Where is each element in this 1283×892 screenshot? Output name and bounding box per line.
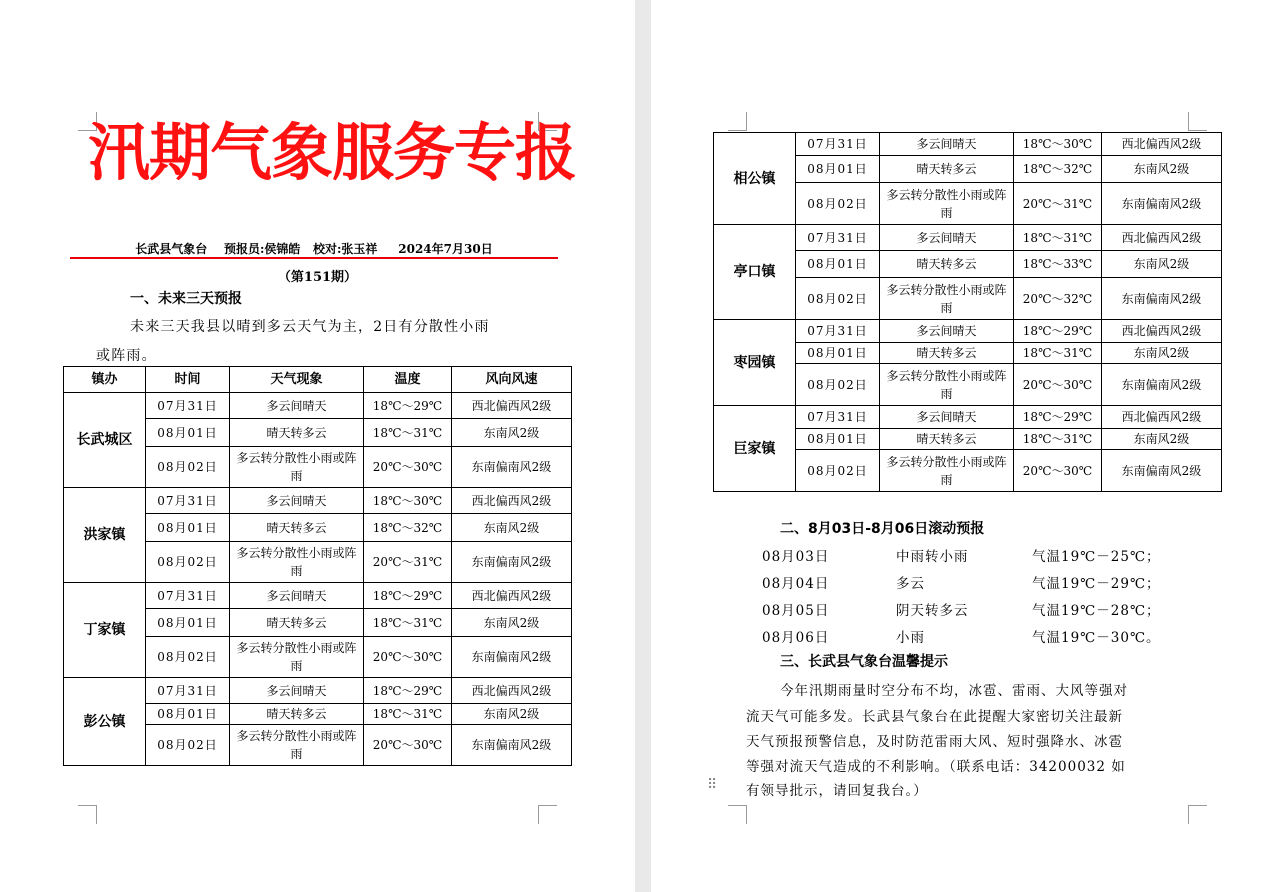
date-cell: 08月01日 bbox=[796, 251, 880, 278]
town-name: 枣园镇 bbox=[714, 320, 796, 406]
town-name: 相公镇 bbox=[714, 133, 796, 225]
temp-cell: 18℃～31℃ bbox=[364, 704, 452, 725]
wind-cell: 东南偏南风2级 bbox=[452, 447, 572, 488]
weather-cell: 晴天转多云 bbox=[230, 609, 364, 637]
date-cell: 08月02日 bbox=[796, 278, 880, 320]
forecast-table-right bbox=[713, 132, 1222, 492]
corner-mark bbox=[78, 805, 97, 824]
rolling-weather: 中雨转小雨 bbox=[896, 549, 969, 565]
temp-cell: 20℃～30℃ bbox=[1014, 450, 1102, 492]
date-cell: 08月02日 bbox=[146, 447, 230, 488]
date-cell: 08月01日 bbox=[146, 419, 230, 447]
wind-cell: 东南风2级 bbox=[1102, 251, 1222, 278]
temp-cell: 18℃～32℃ bbox=[364, 514, 452, 542]
corner-mark bbox=[1188, 805, 1207, 824]
rolling-date: 08月06日 bbox=[762, 630, 830, 646]
header-cell: 天气现象 bbox=[230, 367, 364, 393]
rolling-temp: 气温19℃－25℃； bbox=[1032, 549, 1161, 565]
tip-paragraph-line: 天气预报预警信息，及时防范雷雨大风、短时强降水、冰雹 bbox=[746, 734, 1123, 750]
tip-paragraph-line: 流天气可能多发。长武县气象台在此提醒大家密切关注最新 bbox=[746, 709, 1123, 725]
weather-cell: 多云间晴天 bbox=[230, 488, 364, 514]
forecast-table-left bbox=[63, 366, 572, 766]
temp-cell: 18℃～31℃ bbox=[1014, 429, 1102, 450]
weather-cell: 多云间晴天 bbox=[230, 393, 364, 419]
date-cell: 08月01日 bbox=[796, 429, 880, 450]
weather-cell: 多云转分散性小雨或阵雨 bbox=[230, 447, 364, 488]
weather-cell: 晴天转多云 bbox=[230, 419, 364, 447]
temp-cell: 18℃～31℃ bbox=[1014, 225, 1102, 251]
date-cell: 08月01日 bbox=[146, 704, 230, 725]
table-row bbox=[64, 583, 572, 609]
corner-mark bbox=[728, 112, 747, 131]
date-cell: 07月31日 bbox=[796, 406, 880, 429]
section2-heading: 二、8月03日-8月06日滚动预报 bbox=[780, 521, 985, 537]
temp-cell: 20℃～30℃ bbox=[364, 725, 452, 766]
date-cell: 07月31日 bbox=[146, 583, 230, 609]
corner-mark bbox=[538, 805, 557, 824]
temp-cell: 18℃～29℃ bbox=[364, 678, 452, 704]
header-cell: 风向风速 bbox=[452, 367, 572, 393]
wind-cell: 东南偏南风2级 bbox=[452, 542, 572, 583]
rolling-temp: 气温19℃－28℃； bbox=[1032, 603, 1161, 619]
wind-cell: 东南风2级 bbox=[452, 609, 572, 637]
issue-number: （第151期） bbox=[277, 270, 358, 285]
wind-cell: 西北偏西风2级 bbox=[1102, 133, 1222, 156]
weather-cell: 晴天转多云 bbox=[230, 514, 364, 542]
date-cell: 08月01日 bbox=[796, 156, 880, 183]
rolling-temp: 气温19℃－29℃； bbox=[1032, 576, 1161, 592]
wind-cell: 西北偏西风2级 bbox=[452, 488, 572, 514]
date-cell: 07月31日 bbox=[796, 225, 880, 251]
temp-cell: 18℃～33℃ bbox=[1014, 251, 1102, 278]
table-row bbox=[64, 678, 572, 704]
date-cell: 07月31日 bbox=[146, 393, 230, 419]
tip-paragraph-line: 今年汛期雨量时空分布不均，冰雹、雷雨、大风等强对 bbox=[780, 683, 1128, 699]
date-cell: 08月01日 bbox=[146, 609, 230, 637]
wind-cell: 西北偏西风2级 bbox=[1102, 320, 1222, 343]
town-name: 长武城区 bbox=[64, 393, 146, 488]
table-row bbox=[714, 406, 1222, 429]
wind-cell: 西北偏西风2级 bbox=[1102, 406, 1222, 429]
weather-cell: 多云间晴天 bbox=[230, 583, 364, 609]
report-title: 汛期气象服务专报 bbox=[88, 116, 577, 189]
table-row bbox=[714, 225, 1222, 251]
wind-cell: 东南风2级 bbox=[452, 419, 572, 447]
wind-cell: 东南风2级 bbox=[1102, 429, 1222, 450]
date-cell: 08月02日 bbox=[796, 183, 880, 225]
corner-mark bbox=[728, 805, 747, 824]
wind-cell: 西北偏西风2级 bbox=[452, 583, 572, 609]
report-byline: 长武县气象台 预报员:侯锦皓 校对:张玉祥 2024年7月30日 bbox=[70, 240, 558, 259]
wind-cell: 东南偏南风2级 bbox=[452, 637, 572, 678]
temp-cell: 18℃～31℃ bbox=[364, 419, 452, 447]
weather-cell: 晴天转多云 bbox=[880, 251, 1014, 278]
header-cell: 温度 bbox=[364, 367, 452, 393]
temp-cell: 18℃～29℃ bbox=[1014, 320, 1102, 343]
weather-cell: 多云间晴天 bbox=[230, 678, 364, 704]
drag-handle-icon[interactable]: ⠿ bbox=[707, 777, 718, 793]
wind-cell: 东南风2级 bbox=[1102, 343, 1222, 364]
date-cell: 08月02日 bbox=[796, 364, 880, 406]
date-cell: 07月31日 bbox=[146, 678, 230, 704]
weather-cell: 晴天转多云 bbox=[880, 156, 1014, 183]
weather-cell: 多云转分散性小雨或阵雨 bbox=[880, 364, 1014, 406]
temp-cell: 20℃～31℃ bbox=[1014, 183, 1102, 225]
temp-cell: 20℃～32℃ bbox=[1014, 278, 1102, 320]
section3-heading: 三、长武县气象台温馨提示 bbox=[780, 654, 948, 670]
weather-cell: 多云转分散性小雨或阵雨 bbox=[230, 542, 364, 583]
town-name: 丁家镇 bbox=[64, 583, 146, 678]
wind-cell: 西北偏西风2级 bbox=[452, 393, 572, 419]
wind-cell: 东南偏南风2级 bbox=[1102, 278, 1222, 320]
weather-cell: 多云转分散性小雨或阵雨 bbox=[880, 183, 1014, 225]
tip-paragraph-line: 等强对流天气造成的不利影响。（联系电话：34200032 如 bbox=[746, 759, 1126, 775]
wind-cell: 东南偏南风2级 bbox=[1102, 450, 1222, 492]
date-cell: 08月02日 bbox=[146, 542, 230, 583]
date-cell: 07月31日 bbox=[796, 133, 880, 156]
date-cell: 07月31日 bbox=[146, 488, 230, 514]
header-cell: 时间 bbox=[146, 367, 230, 393]
town-name: 洪家镇 bbox=[64, 488, 146, 583]
corner-mark bbox=[1188, 112, 1207, 131]
temp-cell: 18℃～31℃ bbox=[1014, 343, 1102, 364]
table-header-row bbox=[64, 367, 572, 393]
rolling-weather: 多云 bbox=[896, 576, 925, 592]
date-cell: 08月02日 bbox=[146, 725, 230, 766]
wind-cell: 东南偏南风2级 bbox=[1102, 364, 1222, 406]
rolling-weather: 小雨 bbox=[896, 630, 925, 646]
town-name: 亭口镇 bbox=[714, 225, 796, 320]
wind-cell: 东南风2级 bbox=[452, 704, 572, 725]
temp-cell: 18℃～30℃ bbox=[1014, 133, 1102, 156]
document-page-left bbox=[0, 0, 635, 892]
temp-cell: 18℃～32℃ bbox=[1014, 156, 1102, 183]
weather-cell: 多云间晴天 bbox=[880, 320, 1014, 343]
date-cell: 08月01日 bbox=[146, 514, 230, 542]
weather-cell: 晴天转多云 bbox=[880, 343, 1014, 364]
weather-cell: 晴天转多云 bbox=[230, 704, 364, 725]
weather-cell: 多云转分散性小雨或阵雨 bbox=[230, 725, 364, 766]
header-cell: 镇办 bbox=[64, 367, 146, 393]
section1-heading: 一、未来三天预报 bbox=[130, 291, 242, 307]
weather-cell: 多云间晴天 bbox=[880, 133, 1014, 156]
date-cell: 08月01日 bbox=[796, 343, 880, 364]
wind-cell: 西北偏西风2级 bbox=[1102, 225, 1222, 251]
temp-cell: 20℃～30℃ bbox=[364, 447, 452, 488]
temp-cell: 20℃～30℃ bbox=[364, 637, 452, 678]
temp-cell: 18℃～29℃ bbox=[1014, 406, 1102, 429]
tip-paragraph-line: 有领导批示，请回复我台。） bbox=[746, 783, 928, 799]
section1-paragraph-line: 或阵雨。 bbox=[96, 348, 157, 364]
wind-cell: 西北偏西风2级 bbox=[452, 678, 572, 704]
table-row bbox=[714, 320, 1222, 343]
rolling-date: 08月03日 bbox=[762, 549, 830, 565]
wind-cell: 东南风2级 bbox=[452, 514, 572, 542]
date-cell: 07月31日 bbox=[796, 320, 880, 343]
rolling-date: 08月04日 bbox=[762, 576, 830, 592]
weather-cell: 多云间晴天 bbox=[880, 406, 1014, 429]
temp-cell: 18℃～29℃ bbox=[364, 583, 452, 609]
rolling-weather: 阴天转多云 bbox=[896, 603, 969, 619]
weather-cell: 多云转分散性小雨或阵雨 bbox=[230, 637, 364, 678]
wind-cell: 东南偏南风2级 bbox=[452, 725, 572, 766]
table-row bbox=[64, 488, 572, 514]
temp-cell: 18℃～29℃ bbox=[364, 393, 452, 419]
town-name: 巨家镇 bbox=[714, 406, 796, 492]
weather-cell: 晴天转多云 bbox=[880, 429, 1014, 450]
temp-cell: 20℃～30℃ bbox=[1014, 364, 1102, 406]
wind-cell: 东南风2级 bbox=[1102, 156, 1222, 183]
temp-cell: 20℃～31℃ bbox=[364, 542, 452, 583]
rolling-temp: 气温19℃－30℃。 bbox=[1032, 630, 1161, 646]
weather-cell: 多云转分散性小雨或阵雨 bbox=[880, 278, 1014, 320]
weather-cell: 多云间晴天 bbox=[880, 225, 1014, 251]
weather-cell: 多云转分散性小雨或阵雨 bbox=[880, 450, 1014, 492]
town-name: 彭公镇 bbox=[64, 678, 146, 766]
date-cell: 08月02日 bbox=[146, 637, 230, 678]
temp-cell: 18℃～30℃ bbox=[364, 488, 452, 514]
table-row bbox=[64, 393, 572, 419]
section1-paragraph-line: 未来三天我县以晴到多云天气为主，2日有分散性小雨 bbox=[130, 319, 490, 335]
table-row bbox=[714, 133, 1222, 156]
rolling-date: 08月05日 bbox=[762, 603, 830, 619]
date-cell: 08月02日 bbox=[796, 450, 880, 492]
temp-cell: 18℃～31℃ bbox=[364, 609, 452, 637]
wind-cell: 东南偏南风2级 bbox=[1102, 183, 1222, 225]
